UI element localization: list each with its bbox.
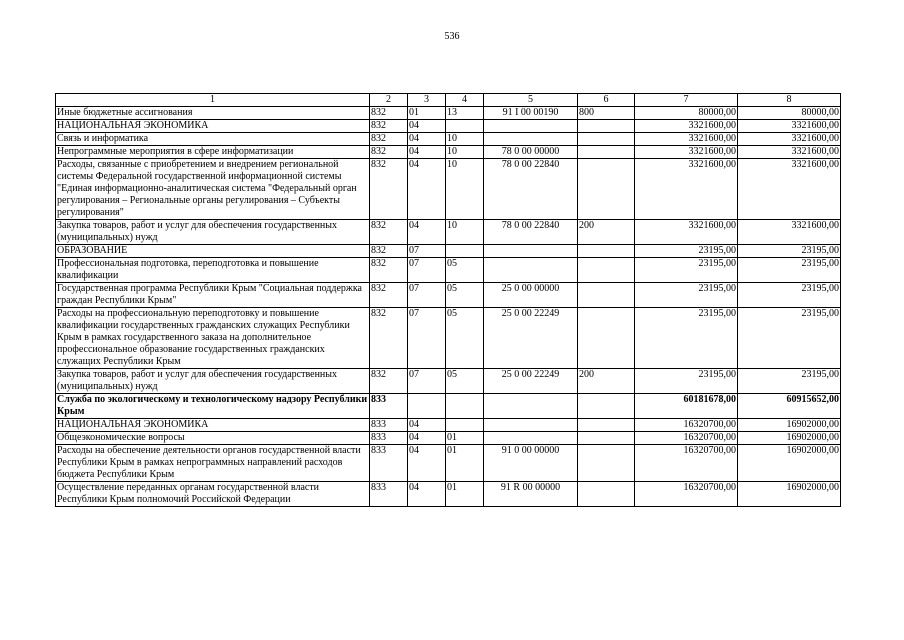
- amount-year2-cell: 16902000,00: [738, 445, 841, 482]
- table-row: [56, 432, 841, 445]
- table-row: [56, 283, 841, 308]
- row-name-cell: ОБРАЗОВАНИЕ: [56, 245, 370, 258]
- code-subsection-cell: [446, 394, 484, 419]
- expense-type-cell: 200: [578, 220, 635, 245]
- header-cell: 2: [370, 94, 408, 107]
- code-subsection-cell: 05: [446, 283, 484, 308]
- code-subsection-cell: 05: [446, 308, 484, 369]
- row-name-cell: НАЦИОНАЛЬНАЯ ЭКОНОМИКА: [56, 419, 370, 432]
- row-name-cell: Расходы на обеспечение деятельности органов государственной власти Республики Крым в рамках непрограммных направлений расходов бюджета Республики Крым: [56, 445, 370, 482]
- table-row: [56, 146, 841, 159]
- code-section-cell: 04: [408, 482, 446, 507]
- header-cell: 1: [56, 94, 370, 107]
- target-article-cell: [484, 258, 578, 283]
- code-subsection-cell: 10: [446, 133, 484, 146]
- code-section-cell: 04: [408, 432, 446, 445]
- amount-year2-cell: 23195,00: [738, 245, 841, 258]
- header-cell: 8: [738, 94, 841, 107]
- expense-type-cell: [578, 120, 635, 133]
- amount-year2-cell: 60915652,00: [738, 394, 841, 419]
- row-name-cell: Закупка товаров, работ и услуг для обеспечения государственных (муниципальных) нужд: [56, 220, 370, 245]
- target-article-cell: 91 I 00 00190: [484, 107, 578, 120]
- amount-year1-cell: 3321600,00: [635, 220, 738, 245]
- code-ministry-cell: 832: [370, 308, 408, 369]
- table-row: [56, 482, 841, 507]
- target-article-cell: [484, 432, 578, 445]
- target-article-cell: 78 0 00 22840: [484, 220, 578, 245]
- table-row: [56, 120, 841, 133]
- code-section-cell: [408, 394, 446, 419]
- expense-type-cell: [578, 419, 635, 432]
- code-ministry-cell: 832: [370, 133, 408, 146]
- amount-year2-cell: 3321600,00: [738, 146, 841, 159]
- expense-type-cell: [578, 245, 635, 258]
- expense-type-cell: [578, 146, 635, 159]
- code-subsection-cell: 01: [446, 445, 484, 482]
- row-name-cell: Непрограммные мероприятия в сфере информатизации: [56, 146, 370, 159]
- target-article-cell: [484, 419, 578, 432]
- code-section-cell: 04: [408, 133, 446, 146]
- table-row: [56, 394, 841, 419]
- code-ministry-cell: 832: [370, 369, 408, 394]
- row-name-cell: Связь и информатика: [56, 133, 370, 146]
- amount-year1-cell: 60181678,00: [635, 394, 738, 419]
- amount-year2-cell: 16902000,00: [738, 482, 841, 507]
- table-row: [56, 107, 841, 120]
- code-subsection-cell: 13: [446, 107, 484, 120]
- code-subsection-cell: 01: [446, 482, 484, 507]
- code-section-cell: 07: [408, 258, 446, 283]
- row-name-cell: Закупка товаров, работ и услуг для обеспечения государственных (муниципальных) нужд: [56, 369, 370, 394]
- code-ministry-cell: 833: [370, 482, 408, 507]
- amount-year1-cell: 3321600,00: [635, 133, 738, 146]
- target-article-cell: [484, 120, 578, 133]
- page-number: 536: [444, 31, 460, 42]
- expense-type-cell: [578, 159, 635, 220]
- row-name-cell: Расходы, связанные с приобретением и внедрением региональной системы Федеральной государственной информационной системы "Единая информационно-аналитическая система "Федеральный орган регулирования – Региональные органы регулирования – Субъекты регулирования": [56, 159, 370, 220]
- code-ministry-cell: 833: [370, 394, 408, 419]
- code-subsection-cell: 05: [446, 258, 484, 283]
- amount-year2-cell: 23195,00: [738, 283, 841, 308]
- row-name-cell: Государственная программа Республики Крым "Социальная поддержка граждан Республики Крым": [56, 283, 370, 308]
- header-row: [56, 94, 841, 107]
- amount-year1-cell: 3321600,00: [635, 146, 738, 159]
- code-subsection-cell: [446, 419, 484, 432]
- row-name-cell: Служба по экологическому и технологическому надзору Республики Крым: [56, 394, 370, 419]
- code-section-cell: 04: [408, 159, 446, 220]
- table-row: [56, 245, 841, 258]
- amount-year2-cell: 3321600,00: [738, 133, 841, 146]
- target-article-cell: 25 0 00 00000: [484, 283, 578, 308]
- amount-year1-cell: 23195,00: [635, 258, 738, 283]
- row-name-cell: Профессиональная подготовка, переподготовка и повышение квалификации: [56, 258, 370, 283]
- expense-type-cell: [578, 394, 635, 419]
- code-ministry-cell: 833: [370, 419, 408, 432]
- code-ministry-cell: 832: [370, 245, 408, 258]
- expense-type-cell: [578, 432, 635, 445]
- amount-year1-cell: 16320700,00: [635, 432, 738, 445]
- target-article-cell: 78 0 00 00000: [484, 146, 578, 159]
- expense-type-cell: [578, 283, 635, 308]
- code-section-cell: 07: [408, 369, 446, 394]
- amount-year1-cell: 80000,00: [635, 107, 738, 120]
- amount-year1-cell: 16320700,00: [635, 419, 738, 432]
- amount-year1-cell: 23195,00: [635, 245, 738, 258]
- amount-year1-cell: 3321600,00: [635, 120, 738, 133]
- amount-year2-cell: 80000,00: [738, 107, 841, 120]
- code-subsection-cell: [446, 245, 484, 258]
- code-section-cell: 07: [408, 245, 446, 258]
- expense-type-cell: [578, 445, 635, 482]
- table-row: [56, 308, 841, 369]
- code-ministry-cell: 832: [370, 146, 408, 159]
- code-subsection-cell: 10: [446, 159, 484, 220]
- code-ministry-cell: 833: [370, 445, 408, 482]
- amount-year1-cell: 23195,00: [635, 308, 738, 369]
- header-cell: 5: [484, 94, 578, 107]
- row-name-cell: Расходы на профессиональную переподготовку и повышение квалификации государственных гражданских служащих Республики Крым в рамках государственного заказа на дополнительное профессиональное образование государственных гражданских служащих Республики Крым: [56, 308, 370, 369]
- code-ministry-cell: 832: [370, 283, 408, 308]
- table-row: [56, 445, 841, 482]
- code-subsection-cell: 01: [446, 432, 484, 445]
- code-ministry-cell: 832: [370, 220, 408, 245]
- header-cell: 6: [578, 94, 635, 107]
- header-cell: 3: [408, 94, 446, 107]
- amount-year1-cell: 16320700,00: [635, 482, 738, 507]
- code-subsection-cell: 10: [446, 146, 484, 159]
- table-row: [56, 220, 841, 245]
- table-row: [56, 419, 841, 432]
- code-section-cell: 04: [408, 146, 446, 159]
- expense-type-cell: [578, 133, 635, 146]
- code-ministry-cell: 832: [370, 107, 408, 120]
- code-ministry-cell: 833: [370, 432, 408, 445]
- code-section-cell: 04: [408, 220, 446, 245]
- target-article-cell: 91 R 00 00000: [484, 482, 578, 507]
- header-cell: 4: [446, 94, 484, 107]
- row-name-cell: Общеэкономические вопросы: [56, 432, 370, 445]
- code-section-cell: 07: [408, 308, 446, 369]
- amount-year1-cell: 16320700,00: [635, 445, 738, 482]
- amount-year2-cell: 23195,00: [738, 258, 841, 283]
- amount-year1-cell: 23195,00: [635, 369, 738, 394]
- code-subsection-cell: 10: [446, 220, 484, 245]
- table-row: [56, 258, 841, 283]
- amount-year1-cell: 3321600,00: [635, 159, 738, 220]
- code-section-cell: 07: [408, 283, 446, 308]
- amount-year2-cell: 23195,00: [738, 308, 841, 369]
- expense-type-cell: 800: [578, 107, 635, 120]
- table-row: [56, 133, 841, 146]
- amount-year1-cell: 23195,00: [635, 283, 738, 308]
- amount-year2-cell: 16902000,00: [738, 419, 841, 432]
- code-section-cell: 04: [408, 445, 446, 482]
- header-cell: 7: [635, 94, 738, 107]
- code-ministry-cell: 832: [370, 159, 408, 220]
- amount-year2-cell: 3321600,00: [738, 120, 841, 133]
- amount-year2-cell: 23195,00: [738, 369, 841, 394]
- target-article-cell: [484, 245, 578, 258]
- amount-year2-cell: 3321600,00: [738, 220, 841, 245]
- code-subsection-cell: [446, 120, 484, 133]
- budget-table: [55, 93, 841, 507]
- amount-year2-cell: 16902000,00: [738, 432, 841, 445]
- row-name-cell: Иные бюджетные ассигнования: [56, 107, 370, 120]
- code-subsection-cell: 05: [446, 369, 484, 394]
- row-name-cell: НАЦИОНАЛЬНАЯ ЭКОНОМИКА: [56, 120, 370, 133]
- code-ministry-cell: 832: [370, 120, 408, 133]
- target-article-cell: 91 0 00 00000: [484, 445, 578, 482]
- code-ministry-cell: 832: [370, 258, 408, 283]
- code-section-cell: 04: [408, 419, 446, 432]
- target-article-cell: 78 0 00 22840: [484, 159, 578, 220]
- target-article-cell: 25 0 00 22249: [484, 308, 578, 369]
- target-article-cell: 25 0 00 22249: [484, 369, 578, 394]
- expense-type-cell: 200: [578, 369, 635, 394]
- code-section-cell: 01: [408, 107, 446, 120]
- target-article-cell: [484, 394, 578, 419]
- table-row: [56, 159, 841, 220]
- table-row: [56, 369, 841, 394]
- target-article-cell: [484, 133, 578, 146]
- code-section-cell: 04: [408, 120, 446, 133]
- expense-type-cell: [578, 482, 635, 507]
- row-name-cell: Осуществление переданных органам государственной власти Республики Крым полномочий Российской Федерации: [56, 482, 370, 507]
- expense-type-cell: [578, 308, 635, 369]
- amount-year2-cell: 3321600,00: [738, 159, 841, 220]
- expense-type-cell: [578, 258, 635, 283]
